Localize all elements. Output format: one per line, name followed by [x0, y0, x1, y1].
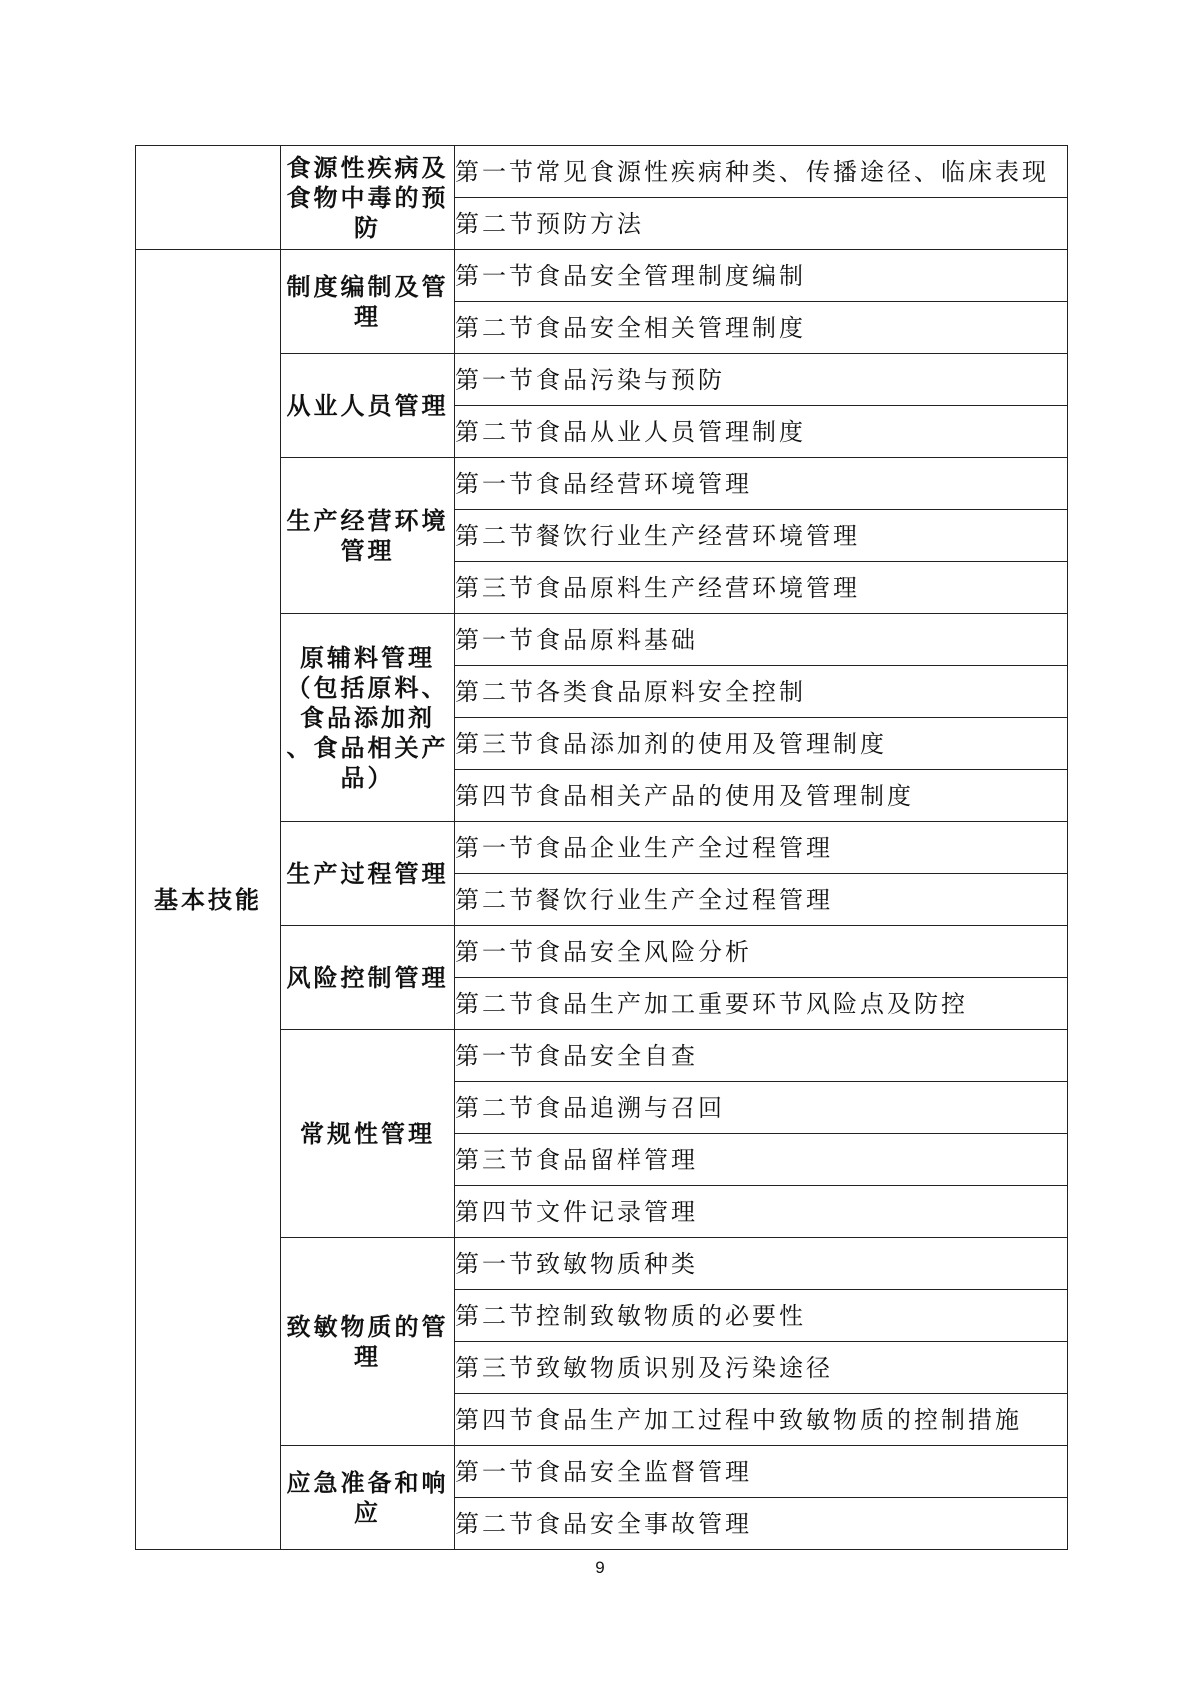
section-cell: 第一节食品原料基础	[455, 614, 1068, 666]
section-cell: 第二节食品生产加工重要环节风险点及防控	[455, 978, 1068, 1030]
section-cell: 第一节食品安全自查	[455, 1030, 1068, 1082]
section-cell: 第三节致敏物质识别及污染途径	[455, 1342, 1068, 1394]
section-cell: 第二节各类食品原料安全控制	[455, 666, 1068, 718]
module-cell: 风险控制管理	[281, 926, 455, 1030]
module-cell: 生产经营环境管理	[281, 458, 455, 614]
module-cell: 从业人员管理	[281, 354, 455, 458]
section-cell: 第一节食品安全监督管理	[455, 1446, 1068, 1498]
section-cell: 第三节食品原料生产经营环境管理	[455, 562, 1068, 614]
section-cell: 第二节食品安全事故管理	[455, 1498, 1068, 1550]
category-cell: 基本技能	[136, 250, 281, 1550]
module-cell: 应急准备和响应	[281, 1446, 455, 1550]
module-cell: 食源性疾病及食物中毒的预防	[281, 146, 455, 250]
section-cell: 第一节食品安全管理制度编制	[455, 250, 1068, 302]
section-cell: 第四节文件记录管理	[455, 1186, 1068, 1238]
section-cell: 第一节常见食源性疾病种类、传播途径、临床表现	[455, 146, 1068, 198]
section-cell: 第二节食品从业人员管理制度	[455, 406, 1068, 458]
module-cell: 生产过程管理	[281, 822, 455, 926]
module-cell: 致敏物质的管理	[281, 1238, 455, 1446]
module-cell: 制度编制及管理	[281, 250, 455, 354]
module-cell: 原辅料管理（包括原料、食品添加剂 、食品相关产品）	[281, 614, 455, 822]
section-cell: 第一节食品经营环境管理	[455, 458, 1068, 510]
section-cell: 第二节预防方法	[455, 198, 1068, 250]
table-row	[136, 146, 1068, 198]
section-cell: 第二节餐饮行业生产全过程管理	[455, 874, 1068, 926]
page-number: 9	[595, 1558, 605, 1577]
section-cell: 第二节控制致敏物质的必要性	[455, 1290, 1068, 1342]
section-cell: 第一节致敏物质种类	[455, 1238, 1068, 1290]
section-cell: 第二节食品追溯与召回	[455, 1082, 1068, 1134]
category-cell	[136, 146, 281, 250]
section-cell: 第四节食品相关产品的使用及管理制度	[455, 770, 1068, 822]
section-cell: 第四节食品生产加工过程中致敏物质的控制措施	[455, 1394, 1068, 1446]
section-cell: 第二节食品安全相关管理制度	[455, 302, 1068, 354]
table-row	[136, 250, 1068, 302]
section-cell: 第二节餐饮行业生产经营环境管理	[455, 510, 1068, 562]
section-cell: 第一节食品污染与预防	[455, 354, 1068, 406]
curriculum-table	[135, 145, 1068, 1550]
curriculum-table-body	[136, 146, 1068, 1550]
section-cell: 第三节食品添加剂的使用及管理制度	[455, 718, 1068, 770]
section-cell: 第一节食品企业生产全过程管理	[455, 822, 1068, 874]
section-cell: 第三节食品留样管理	[455, 1134, 1068, 1186]
section-cell: 第一节食品安全风险分析	[455, 926, 1068, 978]
module-cell: 常规性管理	[281, 1030, 455, 1238]
